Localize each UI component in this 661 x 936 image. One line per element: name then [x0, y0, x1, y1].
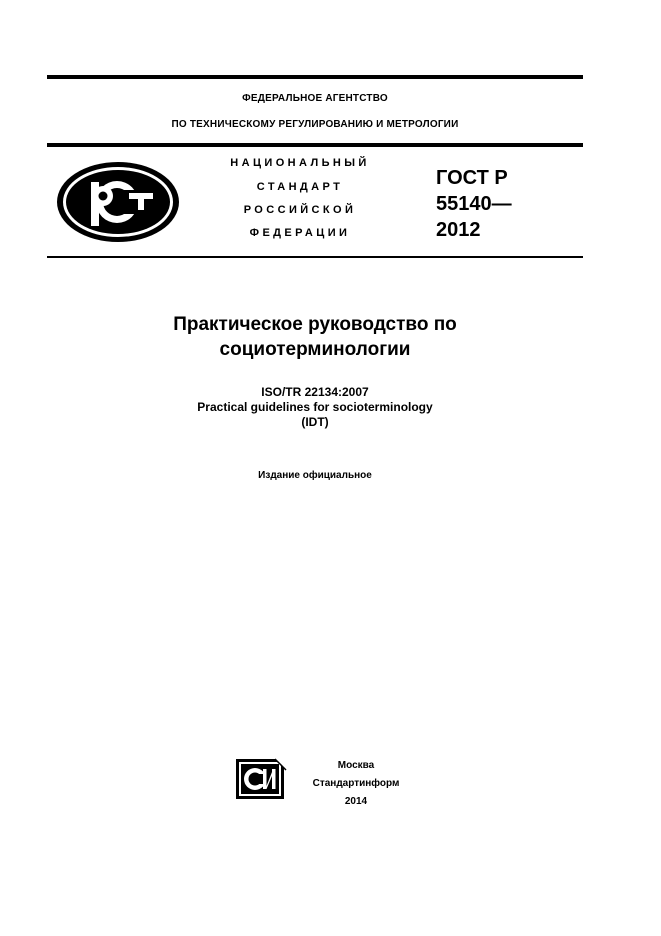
document-title-line-1: Практическое руководство по [173, 314, 457, 335]
english-title: Practical guidelines for socioterminology [197, 400, 433, 414]
publisher-name: Стандартинформ [312, 778, 400, 789]
gost-designation-line-3: 2012 [436, 219, 481, 241]
gost-designation-line-2: 55140— [436, 193, 512, 215]
publisher-city: Москва [337, 760, 375, 771]
gost-designation-line-1: ГОСТ Р [436, 167, 508, 189]
publication-year: 2014 [344, 796, 368, 807]
edition-label: Издание официальное [258, 470, 372, 481]
rst-certification-logo [55, 160, 181, 244]
international-reference-block [47, 385, 583, 430]
gost-designation [436, 165, 512, 243]
standard-line-4: ФЕДЕРАЦИИ [249, 227, 351, 239]
document-title [47, 312, 583, 362]
publisher-block [300, 757, 412, 811]
agency-line-1: ФЕДЕРАЛЬНОЕ АГЕНТСТВО [242, 93, 388, 104]
standard-line-3: РОССИЙСКОЙ [243, 204, 357, 216]
agency-line-2: ПО ТЕХНИЧЕСКОМУ РЕГУЛИРОВАНИЮ И МЕТРОЛОГИИ [171, 119, 459, 130]
top-rule [47, 75, 583, 79]
iso-reference: ISO/TR 22134:2007 [261, 385, 369, 399]
standartinform-logo [235, 757, 287, 801]
bottom-header-rule [47, 256, 583, 258]
standard-line-1: НАЦИОНАЛЬНЫЙ [230, 157, 370, 169]
equivalence-marker: (IDT) [301, 415, 329, 429]
standard-line-2: СТАНДАРТ [256, 181, 344, 193]
document-title-line-2: социотерминологии [219, 339, 411, 360]
header-rule [47, 143, 583, 147]
